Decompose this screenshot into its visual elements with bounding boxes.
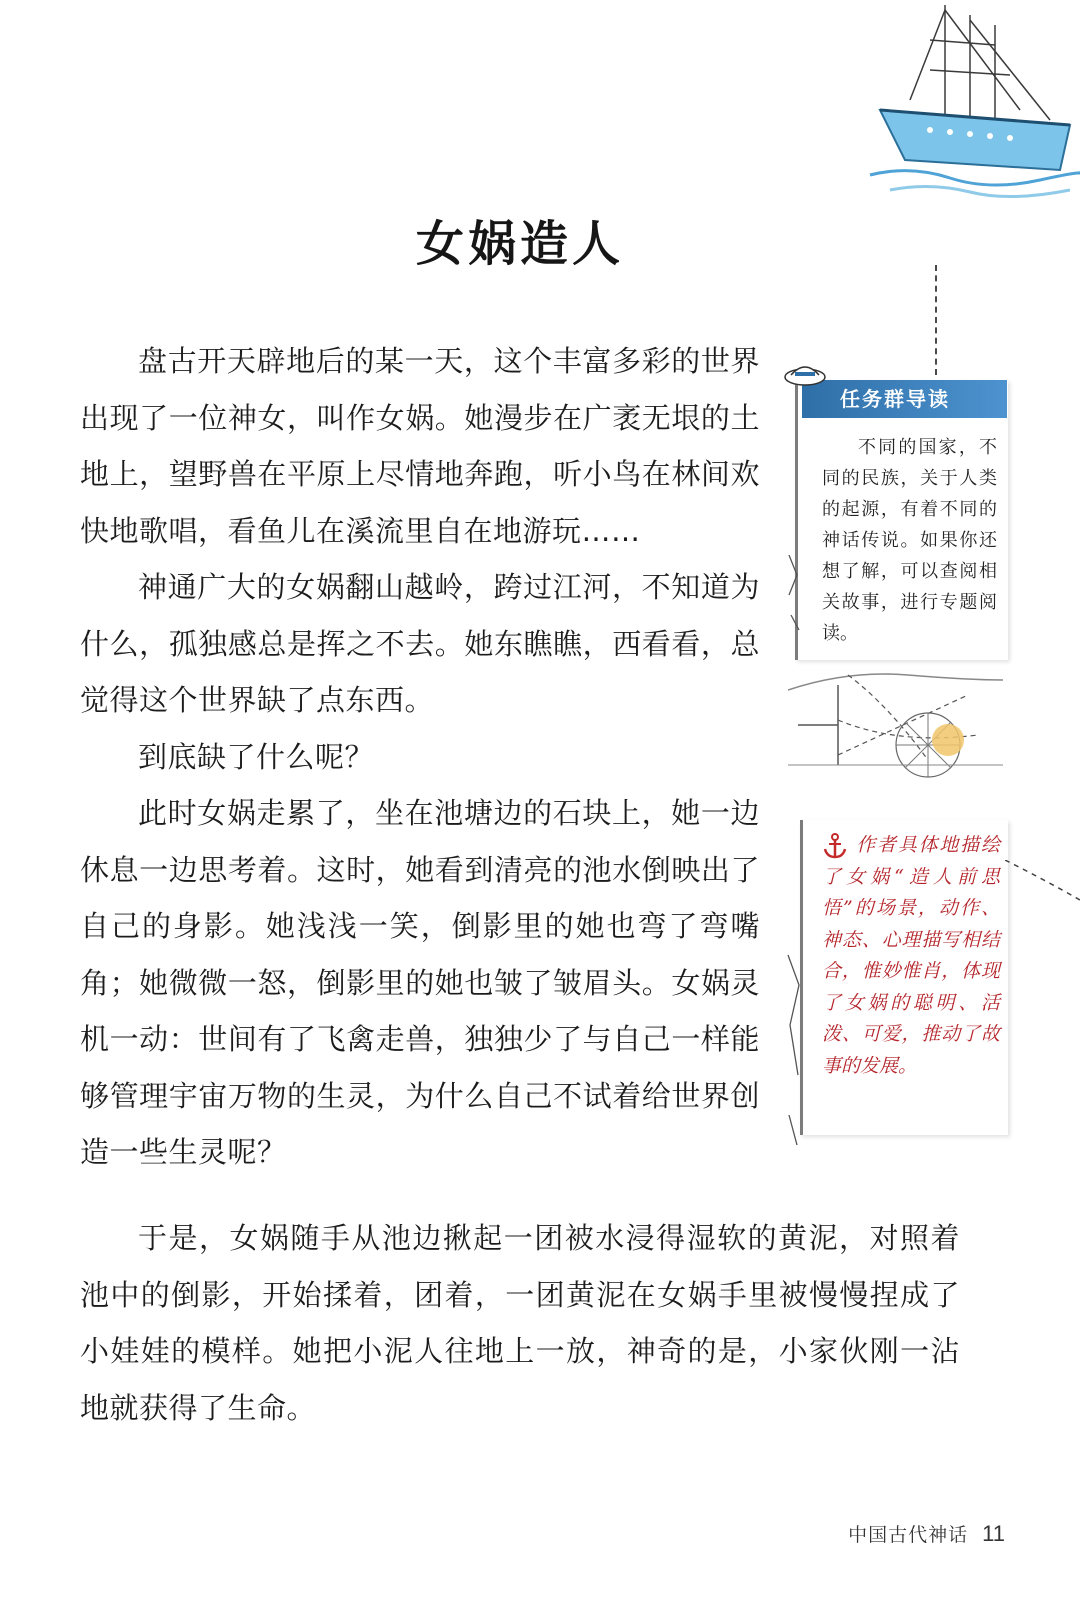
dashed-connector <box>935 265 937 375</box>
page-number: 11 <box>982 1521 1005 1546</box>
paragraph: 盘古开天辟地后的某一天，这个丰富多彩的世界出现了一位神女，叫作女娲。她漫步在广袤无垠的土地上，望野兽在平原上尽情地奔跑，听小鸟在林间欢快地歌唱，看鱼儿在溪流里自在地游玩…… <box>80 344 760 548</box>
page-footer <box>848 1520 1005 1547</box>
footer-book-title: 中国古代神话 <box>848 1524 969 1546</box>
sailor-hat-icon <box>783 357 827 387</box>
map-sketch <box>788 665 1003 800</box>
paragraph: 神通广大的女娲翻山越岭，跨过江河，不知道为什么，孤独感总是挥之不去。她东瞧瞧，西看看，总觉得这个世界缺了点东西。 <box>80 570 760 717</box>
task-guide-text: 不同的国家，不同的民族，关于人类的起源，有着不同的神话传说。如果你还想了解，可以查阅相关故事，进行专题阅读。 <box>822 437 997 644</box>
main-text <box>80 333 760 1181</box>
paragraph: 到底缺了什么呢？ <box>138 739 375 774</box>
main-text-wide <box>80 1210 960 1436</box>
paragraph: 于是，女娲随手从池边揪起一团被水浸得湿软的黄泥，对照着池中的倒影，开始揉着，团着，一团黄泥在女娲手里被慢慢捏成了小娃娃的模样。她把小泥人往地上一放，神奇的是，小家伙刚一沾地就获得了生命。 <box>80 1221 960 1425</box>
page-title: 女娲造人 <box>415 216 624 272</box>
dashed-curve <box>1005 860 1080 920</box>
ship-illustration <box>850 0 1080 200</box>
paragraph: 此时女娲走累了，坐在池塘边的石块上，她一边休息一边思考着。这时，她看到清亮的池水倒映出了自己的身影。她浅浅一笑，倒影里的她也弯了弯嘴角；她微微一怒，倒影里的她也皱了皱眉头。女娲灵机一动：世间有了飞禽走兽，独独少了与自己一样能够管理宇宙万物的生灵，为什么自己不试着给世界创造一些生灵呢？ <box>80 796 760 1169</box>
annotation-text: 作者具体地描绘了女娲“造人前思悟”的场景，动作、神态、心理描写相结合，惟妙惟肖，体现了女娲的聪明、活泼、可爱，推动了故事的发展。 <box>822 834 1000 1077</box>
task-guide-header: 任务群导读 <box>802 380 1007 418</box>
